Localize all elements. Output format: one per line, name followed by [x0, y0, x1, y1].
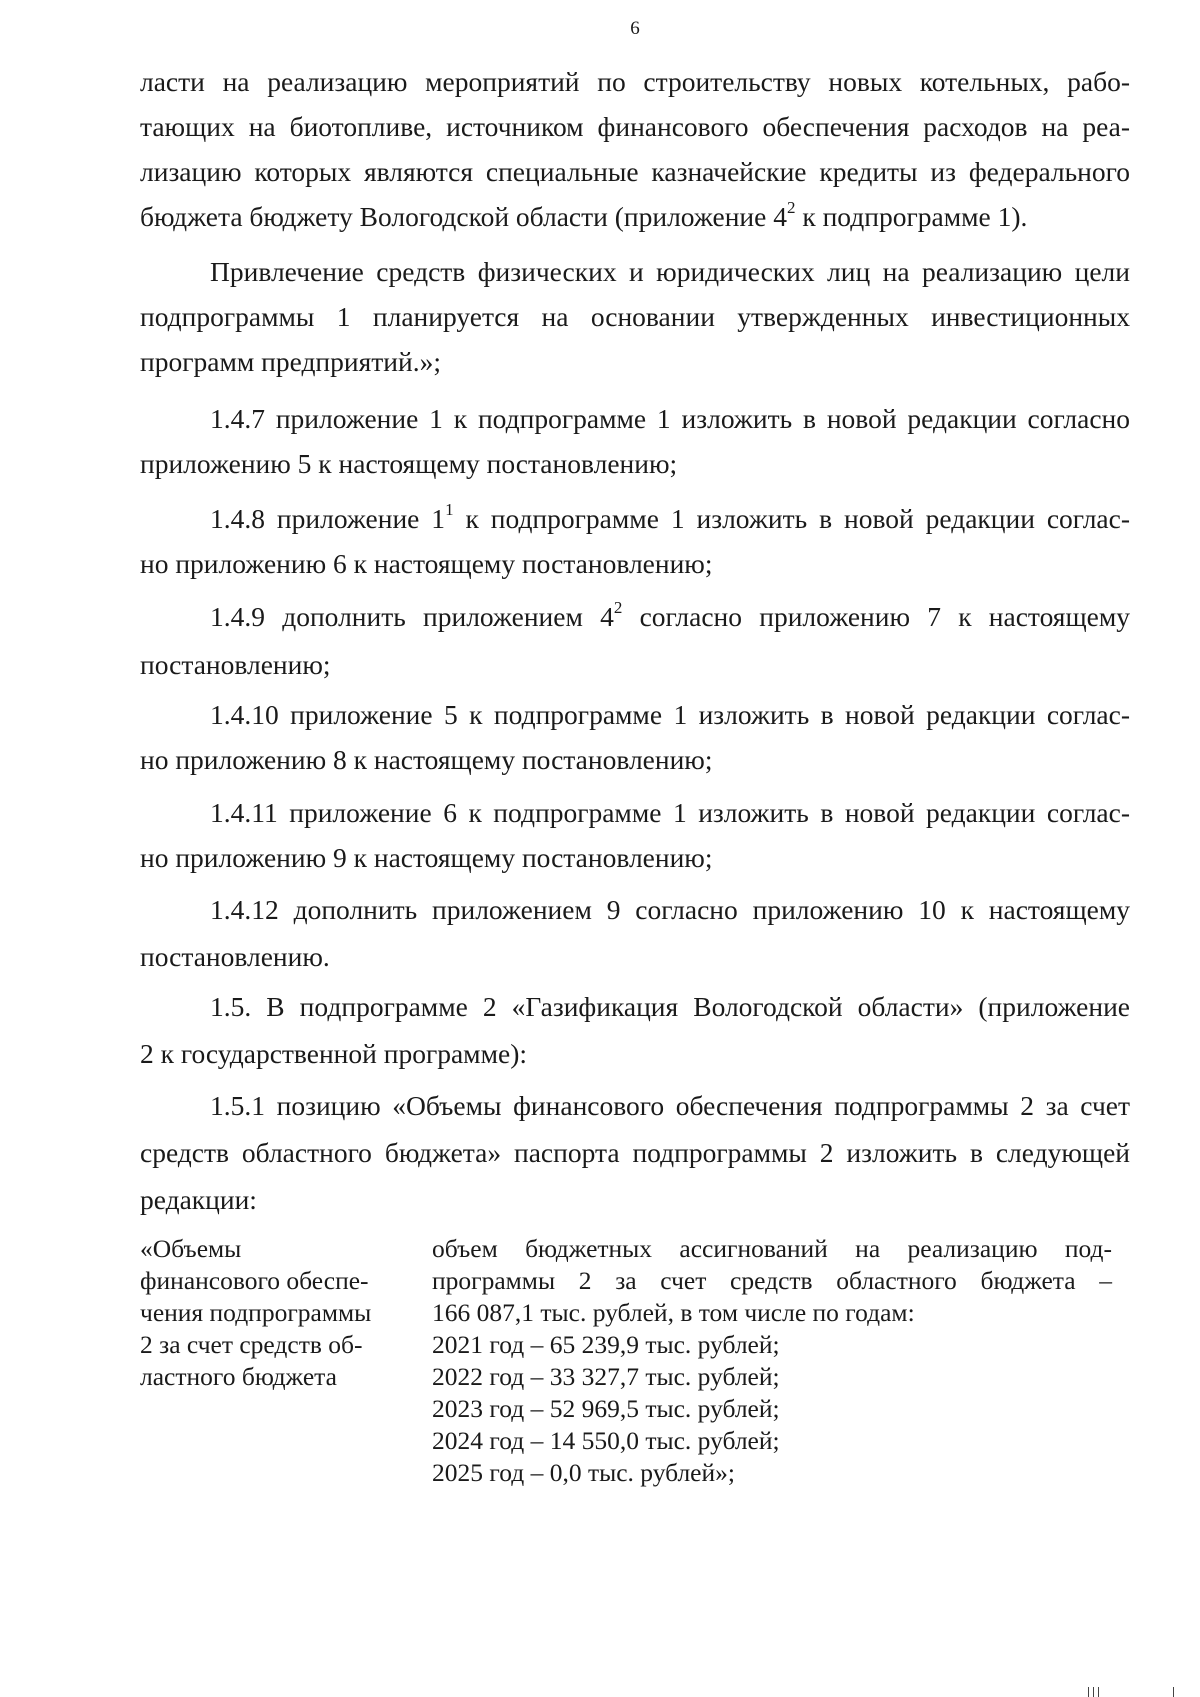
page-number: 6 [630, 18, 640, 39]
scan-edge-mark [1173, 1687, 1174, 1697]
paragraph-8-line-1: 1.4.12 дополнить приложением 9 согласно приложению 10 к настоящему [210, 894, 1130, 925]
superscript: 1 [445, 500, 454, 519]
paragraph-9-line-1: 1.5. В подпрограмме 2 «Газификация Вологодской области» (приложение [210, 991, 1130, 1022]
table-left-line-5: ластного бюджета [140, 1362, 337, 1391]
paragraph-3-line-1: 1.4.7 приложение 1 к подпрограмме 1 изложить в новой редакции согласно [210, 403, 1130, 434]
superscript: 2 [786, 198, 796, 217]
paragraph-10-line-3: редакции: [140, 1184, 257, 1215]
paragraph-10-line-2: средств областного бюджета» паспорта подпрограммы 2 изложить в следующей [140, 1137, 1130, 1168]
scan-edge-mark [1098, 1687, 1099, 1697]
table-left-line-2: финансового обеспе- [140, 1266, 369, 1295]
table-right-line-4: 2021 год – 65 239,9 тыс. рублей; [432, 1330, 780, 1359]
table-right-line-7: 2024 год – 14 550,0 тыс. рублей; [432, 1426, 780, 1455]
paragraph-2-line-1: Привлечение средств физических и юридических лиц на реализацию цели [210, 256, 1130, 287]
paragraph-5-line-1-text-a: 1.4.9 дополнить приложением 4 [210, 601, 614, 632]
table-right-line-5: 2022 год – 33 327,7 тыс. рублей; [432, 1362, 780, 1391]
paragraph-8-line-2: постановлению. [140, 941, 330, 972]
paragraph-7-line-2: но приложению 9 к настоящему постановлению; [140, 842, 713, 873]
paragraph-1-line-1: ласти на реализацию мероприятий по строительству новых котельных, рабо- [140, 66, 1130, 97]
paragraph-1-line-3: лизацию которых являются специальные казначейские кредиты из федерального [140, 156, 1130, 187]
paragraph-1-line-2: тающих на биотопливе, источником финансового обеспечения расходов на реа- [140, 111, 1130, 142]
paragraph-6-line-2: но приложению 8 к настоящему постановлению; [140, 744, 713, 775]
paragraph-4-line-2: но приложению 6 к настоящему постановлению; [140, 548, 713, 579]
paragraph-1-line-4 [140, 200, 1027, 234]
table-right-line-1: объем бюджетных ассигнований на реализацию под- [432, 1234, 1112, 1263]
paragraph-6-line-1: 1.4.10 приложение 5 к подпрограмме 1 изложить в новой редакции соглас- [210, 699, 1130, 730]
table-right-line-6: 2023 год – 52 969,5 тыс. рублей; [432, 1394, 780, 1423]
table-right-line-3: 166 087,1 тыс. рублей, в том числе по годам: [432, 1298, 915, 1327]
table-right-line-2: программы 2 за счет средств областного бюджета – [432, 1266, 1112, 1295]
scan-edge-mark [1093, 1687, 1094, 1697]
superscript: 2 [613, 598, 623, 617]
paragraph-2-line-2: подпрограммы 1 планируется на основании утвержденных инвестиционных [140, 301, 1130, 332]
paragraph-4-line-1-text-b: к подпрограмме 1 изложить в новой редакции соглас- [453, 503, 1130, 534]
paragraph-1-line-4-text-b: к подпрограмме 1). [795, 201, 1028, 232]
paragraph-9-line-2: 2 к государственной программе): [140, 1038, 527, 1069]
paragraph-4-line-1-text-a: 1.4.8 приложение 1 [210, 503, 446, 534]
paragraph-5-line-1-text-b: согласно приложению 7 к настоящему [622, 601, 1130, 632]
paragraph-7-line-1: 1.4.11 приложение 6 к подпрограмме 1 изложить в новой редакции соглас- [210, 797, 1130, 828]
table-left-line-4: 2 за счет средств об- [140, 1330, 363, 1359]
paragraph-5-line-1 [210, 600, 1130, 634]
paragraph-5-line-2: постановлению; [140, 649, 331, 680]
table-left-line-1: «Объемы [140, 1234, 242, 1263]
scan-edge-mark [1088, 1687, 1089, 1697]
paragraph-4-line-1 [210, 502, 1130, 536]
paragraph-1-line-4-text-a: бюджета бюджету Вологодской области (приложение 4 [140, 201, 787, 232]
table-right-line-8: 2025 год – 0,0 тыс. рублей»; [432, 1458, 735, 1487]
paragraph-10-line-1: 1.5.1 позицию «Объемы финансового обеспечения подпрограммы 2 за счет [210, 1090, 1130, 1121]
paragraph-2-line-3: программ предприятий.»; [140, 346, 441, 377]
table-left-line-3: чения подпрограммы [140, 1298, 372, 1327]
paragraph-3-line-2: приложению 5 к настоящему постановлению; [140, 448, 678, 479]
